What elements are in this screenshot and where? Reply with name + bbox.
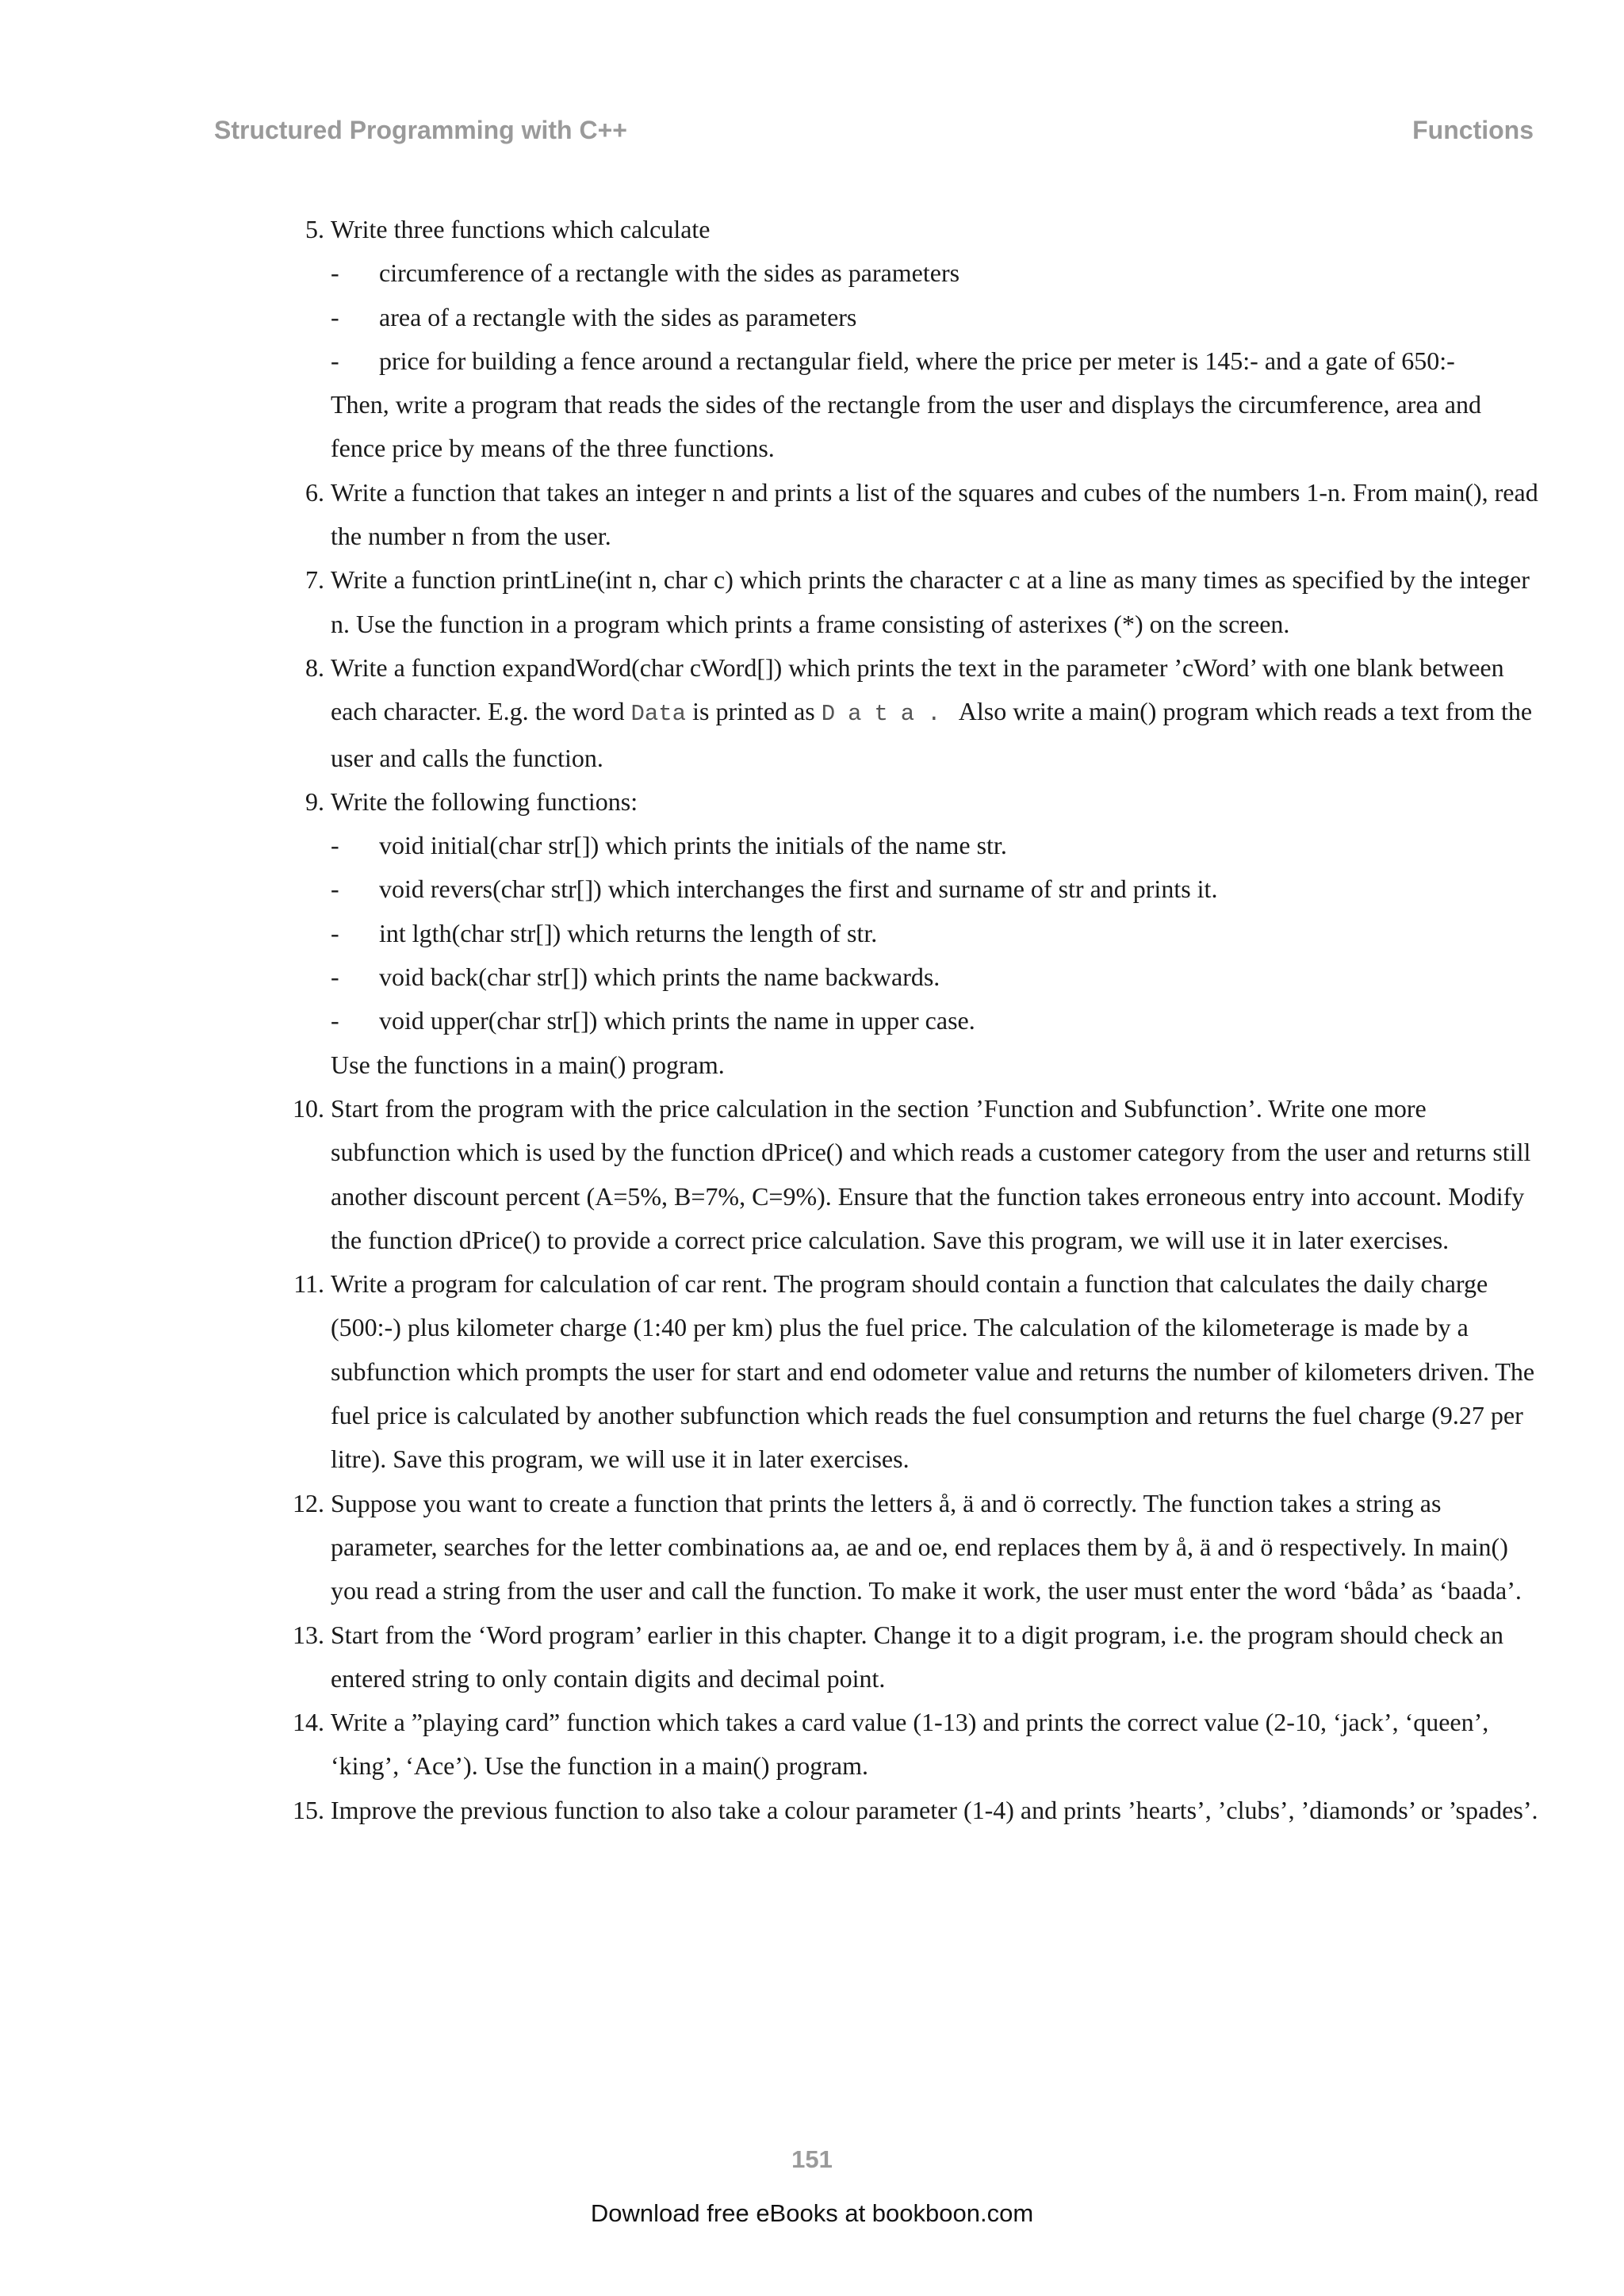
exercise-13 <box>288 1613 1541 1701</box>
sub-item <box>331 912 1541 955</box>
exercise-number: 8. <box>305 652 324 682</box>
exercise-intro: Write the following functions: <box>331 786 638 816</box>
list-dash: - <box>331 918 339 947</box>
exercise-intro: Write three functions which calculate <box>331 215 710 243</box>
exercise-number: 11. <box>293 1269 324 1299</box>
exercise-number: 5. <box>305 215 324 243</box>
sub-item-text: void initial(char str[]) which prints the initials of the name str. <box>379 831 1007 860</box>
running-header <box>214 116 1534 147</box>
exercise-9 <box>288 780 1541 1087</box>
exercise-text: Write a program for calculation of car rent. The program should contain a function that calculates the daily charge (500:-) plus kilometer charge (1:40 per km) plus the fuel price. The calculation of the kilometerage is made by a subfunction which prompts the user for start and end odometer value and returns the number of kilometers driven. The fuel price is calculated by another subfunction which reads the fuel consumption and returns the fuel charge (9.27 per litre). Save this program, we will use it in later exercises. <box>331 1269 1535 1474</box>
exercise-text: Start from the ‘Word program’ earlier in this chapter. Change it to a digit program, i.e. the program should check an entered string to only contain digits and decimal point. <box>331 1620 1504 1693</box>
exercise-text: Write a ”playing card” function which takes a card value (1-13) and prints the correct value (2-10, ‘jack’, ‘queen’, ‘king’, ‘Ace’). Use the function in a main() program. <box>331 1708 1489 1781</box>
exercise-6 <box>288 471 1541 559</box>
sub-item-text: void upper(char str[]) which prints the name in upper case. <box>379 1006 975 1035</box>
sub-item <box>331 867 1541 911</box>
exercise-number: 15. <box>293 1795 324 1824</box>
exercise-15 <box>288 1789 1541 1832</box>
exercise-number: 14. <box>293 1708 324 1737</box>
exercise-10 <box>288 1087 1541 1262</box>
exercise-5 <box>288 208 1541 471</box>
exercise-text: Write a function printLine(int n, char c) which prints the character c at a line as many times as specified by the integer n. Use the function in a program which prints a frame consisting of asterixes (*) on the screen. <box>331 565 1530 638</box>
page-number: 151 <box>791 2145 833 2173</box>
sub-item <box>331 955 1541 999</box>
list-dash: - <box>331 962 339 992</box>
exercise-list <box>288 208 1541 1832</box>
code-expanded: Data. <box>821 701 954 728</box>
exercise-7 <box>288 558 1541 646</box>
list-dash: - <box>331 1006 339 1035</box>
text-segment: Also write a main() program which reads a text from the user and calls the function. <box>331 697 1533 772</box>
sub-item <box>331 251 1541 295</box>
exercise-number: 6. <box>305 477 324 507</box>
sub-item-text: area of a rectangle with the sides as parameters <box>379 302 857 331</box>
sub-item-text: circumference of a rectangle with the sides as parameters <box>379 258 960 288</box>
exercise-text <box>331 646 1541 780</box>
list-dash: - <box>331 302 339 331</box>
exercise-8 <box>288 646 1541 780</box>
sub-item-text: int lgth(char str[]) which returns the length of str. <box>379 918 878 947</box>
chapter-title: Functions <box>1412 116 1534 144</box>
list-dash: - <box>331 831 339 860</box>
sub-item <box>331 296 1541 339</box>
sub-item-text: void revers(char str[]) which interchanges the first and surname of str and prints it. <box>379 874 1218 904</box>
exercise-outro: Use the functions in a main() program. <box>331 1050 725 1079</box>
exercise-text: Start from the program with the price calculation in the section ’Function and Subfunction’. Write one more subfunction which is used by the function dPrice() and which reads a customer category from the user and returns still another discount percent (A=5%, B=7%, C=9%). Ensure that the function takes erroneous entry into account. Modify the function dPrice() to provide a correct price calculation. Save this program, we will use it in later exercises. <box>331 1093 1531 1254</box>
text-segment: Write a function expandWord(char cWord[]) which prints the text in the parameter ’cWord’ with one blank between each character. E.g. the word <box>331 652 1504 726</box>
exercise-text: Suppose you want to create a function that prints the letters å, ä and ö correctly. The function takes a string as parameter, searches for the letter combinations aa, ae and oe, end replaces them by å, ä and ö respectively. In main() you read a string from the user and call the function. To make it work, the user must enter the word ‘båda’ as ‘baada’. <box>331 1488 1522 1605</box>
exercise-14 <box>288 1701 1541 1789</box>
exercise-number: 7. <box>305 565 324 595</box>
code-word: Data <box>630 701 687 728</box>
sub-item <box>331 824 1541 867</box>
exercise-number: 9. <box>305 786 324 816</box>
exercise-number: 10. <box>293 1093 324 1123</box>
exercise-number: 12. <box>293 1488 324 1517</box>
exercise-text: Improve the previous function to also take a colour parameter (1-4) and prints ’hearts’, ’clubs’, ’diamonds’ or ’spades’. <box>331 1795 1538 1824</box>
book-title: Structured Programming with C++ <box>214 116 627 144</box>
exercise-number: 13. <box>293 1620 324 1649</box>
sub-item <box>331 999 1541 1043</box>
exercise-outro: Then, write a program that reads the sides of the rectangle from the user and displays the circumference, area and fence price by means of the three functions. <box>331 390 1481 463</box>
exercise-11 <box>288 1262 1541 1481</box>
sub-item-text: void back(char str[]) which prints the name backwards. <box>379 962 940 992</box>
exercise-text: Write a function that takes an integer n and prints a list of the squares and cubes of the numbers 1-n. From main(), read the number n from the user. <box>331 477 1538 551</box>
bookboon-download-link[interactable]: Download free eBooks at bookboon.com <box>590 2199 1034 2227</box>
list-dash: - <box>331 258 339 288</box>
list-dash: - <box>331 874 339 904</box>
list-dash: - <box>331 346 339 375</box>
sub-item <box>331 339 1541 383</box>
exercise-12 <box>288 1482 1541 1613</box>
sub-item-text: price for building a fence around a rectangular field, where the price per meter is 145:- and a gate of 650:- <box>379 346 1455 375</box>
text-segment: is printed as <box>686 697 822 726</box>
